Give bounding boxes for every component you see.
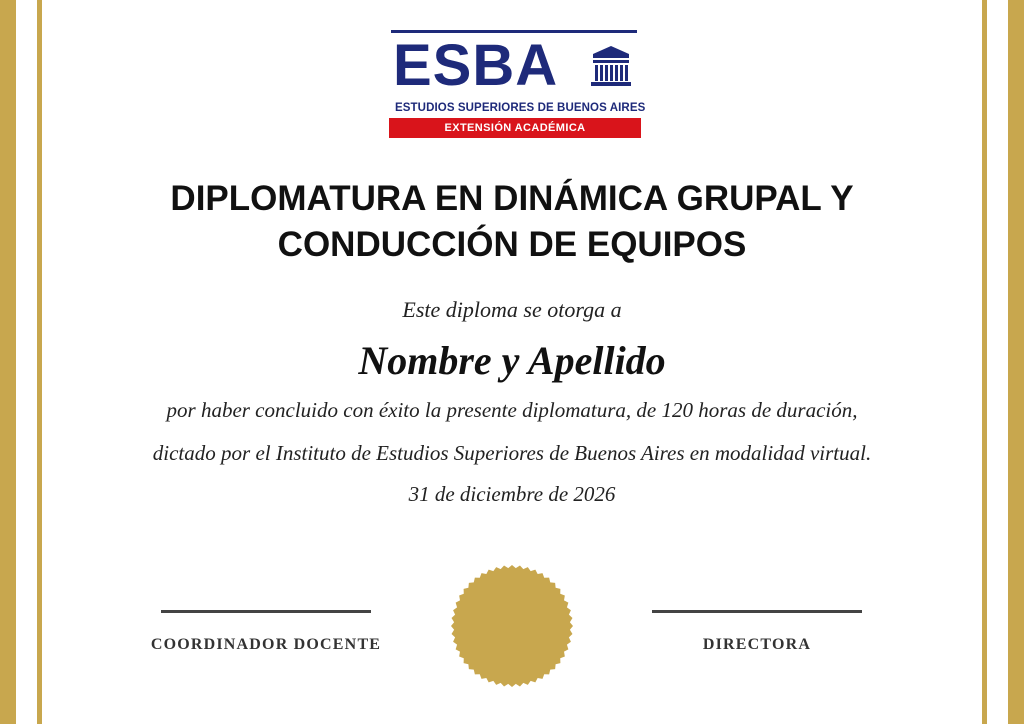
signature-line-left (161, 610, 371, 613)
border-right-inner (982, 0, 987, 724)
body-line-2: dictado por el Instituto de Estudios Superiores de Buenos Aires en modalidad virtual. (152, 441, 872, 465)
title-line-2: CONDUCCIÓN DE EQUIPOS (277, 225, 747, 264)
logo-subtitle: ESTUDIOS SUPERIORES DE BUENOS AIRES (395, 102, 646, 114)
body-line-1: por haber concluido con éxito la presente diplomatura, de 120 horas de duración, (166, 398, 858, 422)
diploma-title (100, 176, 924, 268)
intro-text: Este diploma se otorga a (402, 297, 622, 322)
issue-date: 31 de diciembre de 2026 (408, 482, 616, 506)
border-left-inner (37, 0, 42, 724)
coordinator-label: COORDINADOR DOCENTE (150, 636, 382, 653)
director-label: DIRECTORA (702, 636, 812, 653)
logo-wordmark: ESBA (393, 33, 559, 98)
title-line-1: DIPLOMATURA EN DINÁMICA GRUPAL Y (170, 179, 854, 218)
esba-logo (389, 30, 646, 138)
gold-seal-icon (450, 564, 574, 688)
border-left (0, 0, 16, 724)
building-icon (589, 44, 633, 88)
recipient-name: Nombre y Apellido (358, 338, 666, 383)
border-right (1008, 0, 1024, 724)
logo-banner: EXTENSIÓN ACADÉMICA (389, 118, 641, 138)
signature-line-right (652, 610, 862, 613)
